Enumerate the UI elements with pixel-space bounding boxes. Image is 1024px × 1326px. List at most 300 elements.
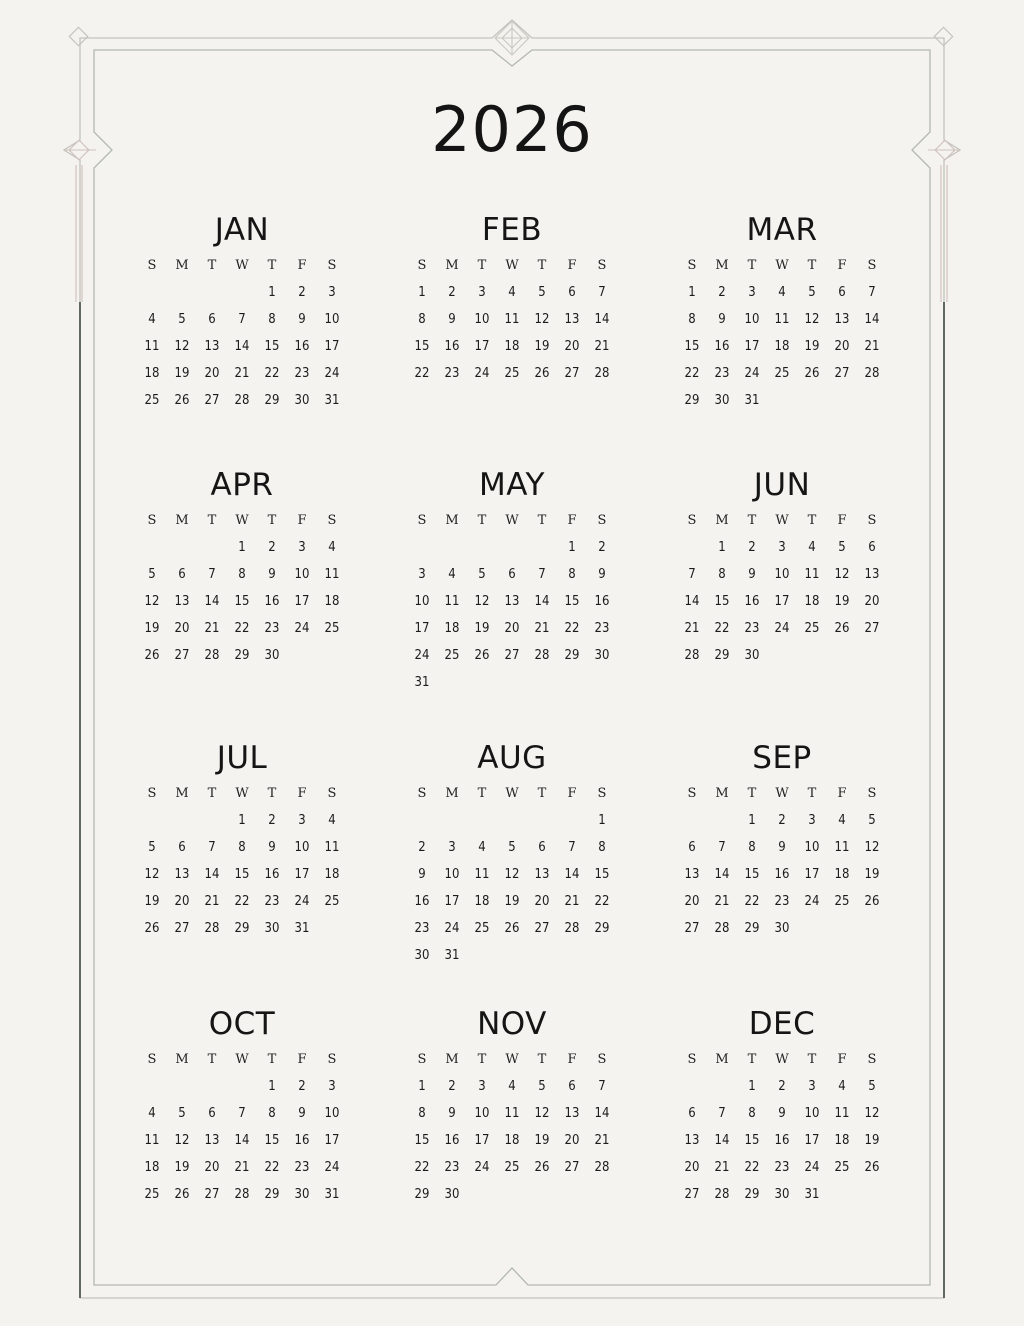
weekday-header <box>407 511 617 531</box>
weekday-label: S <box>147 786 157 801</box>
day-cell: 24 <box>804 1160 820 1175</box>
weekday-label: S <box>597 258 607 273</box>
day-cell: 15 <box>594 867 610 882</box>
day-cell: 23 <box>414 921 430 936</box>
day-cell: 3 <box>748 285 756 300</box>
weekday-label: F <box>837 258 847 273</box>
day-cell: 19 <box>504 894 520 909</box>
weekday-label: S <box>147 513 157 528</box>
day-cell: 31 <box>324 393 340 408</box>
day-cell: 22 <box>414 1160 430 1175</box>
day-cell: 23 <box>264 621 280 636</box>
month-name: NOV <box>477 1006 547 1042</box>
day-cell: 28 <box>684 648 700 663</box>
day-cell: 11 <box>474 867 490 882</box>
day-cell: 23 <box>264 894 280 909</box>
day-cell: 21 <box>204 621 220 636</box>
day-cell: 23 <box>714 366 730 381</box>
day-cell: 15 <box>264 1133 280 1148</box>
day-grid <box>137 811 347 981</box>
day-cell: 15 <box>744 867 760 882</box>
weekday-label: T <box>807 786 817 801</box>
day-cell: 19 <box>804 339 820 354</box>
day-grid <box>677 283 887 453</box>
day-cell: 31 <box>444 948 460 963</box>
day-cell: 28 <box>714 1187 730 1202</box>
weekday-label: T <box>267 786 277 801</box>
day-cell: 27 <box>564 1160 580 1175</box>
weekday-header <box>677 784 887 804</box>
weekday-label: S <box>327 513 337 528</box>
day-cell: 8 <box>238 840 246 855</box>
weekday-label: T <box>477 513 487 528</box>
day-cell: 23 <box>444 366 460 381</box>
day-cell: 22 <box>264 1160 280 1175</box>
weekday-label: T <box>477 258 487 273</box>
day-cell: 12 <box>474 594 490 609</box>
day-cell: 16 <box>264 867 280 882</box>
day-cell: 19 <box>864 867 880 882</box>
weekday-label: M <box>715 1052 729 1067</box>
day-cell: 23 <box>744 621 760 636</box>
weekday-label: T <box>537 258 547 273</box>
day-cell: 9 <box>718 312 726 327</box>
weekday-label: S <box>327 786 337 801</box>
day-grid <box>407 283 617 453</box>
day-cell: 28 <box>594 366 610 381</box>
day-cell: 5 <box>538 1079 546 1094</box>
day-cell: 20 <box>534 894 550 909</box>
weekday-label: T <box>477 786 487 801</box>
day-cell: 31 <box>804 1187 820 1202</box>
weekday-label: F <box>567 513 577 528</box>
weekday-header <box>407 784 617 804</box>
day-cell: 12 <box>144 867 160 882</box>
day-cell: 30 <box>444 1187 460 1202</box>
day-cell: 13 <box>204 1133 220 1148</box>
day-cell: 6 <box>568 1079 576 1094</box>
day-cell: 22 <box>234 621 250 636</box>
day-cell: 25 <box>804 621 820 636</box>
day-cell: 5 <box>178 312 186 327</box>
day-cell: 18 <box>144 1160 160 1175</box>
day-cell: 1 <box>268 285 276 300</box>
day-cell: 23 <box>774 894 790 909</box>
day-cell: 22 <box>564 621 580 636</box>
day-cell: 3 <box>328 1079 336 1094</box>
day-cell: 7 <box>238 1106 246 1121</box>
day-cell: 8 <box>748 1106 756 1121</box>
weekday-label: W <box>775 513 789 528</box>
day-cell: 9 <box>598 567 606 582</box>
day-cell: 2 <box>778 813 786 828</box>
day-cell: 3 <box>808 1079 816 1094</box>
day-cell: 27 <box>174 648 190 663</box>
day-cell: 19 <box>534 339 550 354</box>
weekday-label: M <box>175 786 189 801</box>
weekday-label: M <box>445 786 459 801</box>
day-cell: 14 <box>714 867 730 882</box>
day-cell: 30 <box>744 648 760 663</box>
day-cell: 14 <box>594 1106 610 1121</box>
day-cell: 3 <box>778 540 786 555</box>
day-cell: 19 <box>144 894 160 909</box>
day-cell: 25 <box>144 1187 160 1202</box>
weekday-header <box>677 511 887 531</box>
weekday-label: W <box>235 1052 249 1067</box>
weekday-header <box>137 1050 347 1070</box>
day-cell: 17 <box>414 621 430 636</box>
calendar-year-title: 2026 <box>431 93 593 166</box>
day-cell: 21 <box>714 1160 730 1175</box>
weekday-label: S <box>417 786 427 801</box>
month-name: MAR <box>746 212 818 248</box>
day-cell: 16 <box>774 1133 790 1148</box>
day-cell: 20 <box>834 339 850 354</box>
day-cell: 22 <box>744 894 760 909</box>
day-cell: 26 <box>804 366 820 381</box>
day-cell: 9 <box>448 1106 456 1121</box>
day-cell: 29 <box>744 921 760 936</box>
day-cell: 10 <box>414 594 430 609</box>
day-cell: 21 <box>234 1160 250 1175</box>
day-cell: 29 <box>264 1187 280 1202</box>
day-cell: 18 <box>774 339 790 354</box>
weekday-label: W <box>775 1052 789 1067</box>
day-cell: 25 <box>834 1160 850 1175</box>
day-cell: 30 <box>264 648 280 663</box>
day-cell: 18 <box>444 621 460 636</box>
day-cell: 19 <box>174 366 190 381</box>
day-cell: 4 <box>148 312 156 327</box>
day-cell: 3 <box>478 1079 486 1094</box>
day-cell: 15 <box>684 339 700 354</box>
day-cell: 7 <box>568 840 576 855</box>
day-cell: 9 <box>418 867 426 882</box>
day-cell: 15 <box>234 594 250 609</box>
day-cell: 24 <box>294 621 310 636</box>
day-cell: 20 <box>864 594 880 609</box>
day-cell: 26 <box>144 648 160 663</box>
day-cell: 21 <box>564 894 580 909</box>
weekday-label: S <box>417 1052 427 1067</box>
day-cell: 18 <box>474 894 490 909</box>
day-grid <box>677 538 887 708</box>
weekday-label: F <box>837 513 847 528</box>
day-cell: 27 <box>684 921 700 936</box>
day-cell: 11 <box>834 840 850 855</box>
day-cell: 25 <box>504 366 520 381</box>
day-cell: 29 <box>744 1187 760 1202</box>
weekday-label: S <box>687 786 697 801</box>
month-name: SEP <box>752 740 812 776</box>
day-cell: 19 <box>174 1160 190 1175</box>
day-cell: 13 <box>504 594 520 609</box>
month-name: AUG <box>477 740 547 776</box>
weekday-label: W <box>775 258 789 273</box>
day-cell: 12 <box>864 840 880 855</box>
month-name: FEB <box>481 212 543 248</box>
weekday-label: T <box>807 513 817 528</box>
day-cell: 13 <box>174 594 190 609</box>
day-cell: 21 <box>714 894 730 909</box>
day-cell: 24 <box>294 894 310 909</box>
day-cell: 8 <box>268 312 276 327</box>
day-cell: 8 <box>718 567 726 582</box>
day-cell: 26 <box>864 894 880 909</box>
day-cell: 20 <box>684 1160 700 1175</box>
day-cell: 14 <box>234 1133 250 1148</box>
day-cell: 16 <box>294 339 310 354</box>
weekday-label: S <box>687 1052 697 1067</box>
day-cell: 30 <box>774 1187 790 1202</box>
weekday-label: W <box>505 786 519 801</box>
day-cell: 28 <box>564 921 580 936</box>
day-cell: 5 <box>868 813 876 828</box>
weekday-label: T <box>747 513 757 528</box>
weekday-label: F <box>567 258 577 273</box>
day-cell: 17 <box>804 1133 820 1148</box>
day-cell: 20 <box>504 621 520 636</box>
day-cell: 17 <box>474 339 490 354</box>
weekday-label: S <box>327 258 337 273</box>
day-cell: 29 <box>684 393 700 408</box>
day-cell: 9 <box>448 312 456 327</box>
day-cell: 6 <box>208 312 216 327</box>
weekday-label: M <box>715 258 729 273</box>
day-cell: 29 <box>234 648 250 663</box>
weekday-label: T <box>207 258 217 273</box>
day-cell: 26 <box>144 921 160 936</box>
day-cell: 6 <box>568 285 576 300</box>
day-cell: 11 <box>774 312 790 327</box>
day-cell: 25 <box>144 393 160 408</box>
day-cell: 2 <box>268 813 276 828</box>
day-cell: 13 <box>174 867 190 882</box>
day-cell: 30 <box>294 393 310 408</box>
weekday-label: F <box>297 513 307 528</box>
day-cell: 18 <box>324 867 340 882</box>
month-name: JUN <box>753 467 811 503</box>
weekday-label: T <box>537 786 547 801</box>
day-cell: 22 <box>684 366 700 381</box>
weekday-label: F <box>297 786 307 801</box>
day-cell: 3 <box>298 540 306 555</box>
day-cell: 16 <box>444 1133 460 1148</box>
weekday-label: F <box>567 786 577 801</box>
day-cell: 3 <box>298 813 306 828</box>
day-cell: 11 <box>444 594 460 609</box>
day-cell: 19 <box>144 621 160 636</box>
day-cell: 5 <box>808 285 816 300</box>
top-knot-ornament <box>495 21 529 55</box>
weekday-label: M <box>715 786 729 801</box>
weekday-label: F <box>297 258 307 273</box>
day-cell: 12 <box>174 1133 190 1148</box>
day-cell: 22 <box>714 621 730 636</box>
day-cell: 20 <box>204 366 220 381</box>
day-cell: 8 <box>418 312 426 327</box>
weekday-label: S <box>597 513 607 528</box>
weekday-label: T <box>537 1052 547 1067</box>
day-cell: 4 <box>508 1079 516 1094</box>
day-cell: 18 <box>324 594 340 609</box>
day-cell: 7 <box>538 567 546 582</box>
day-cell: 22 <box>414 366 430 381</box>
day-cell: 6 <box>208 1106 216 1121</box>
day-cell: 12 <box>864 1106 880 1121</box>
weekday-label: M <box>445 1052 459 1067</box>
day-cell: 17 <box>744 339 760 354</box>
day-cell: 13 <box>534 867 550 882</box>
day-cell: 6 <box>538 840 546 855</box>
weekday-label: T <box>207 786 217 801</box>
month-name: OCT <box>208 1006 276 1042</box>
day-cell: 14 <box>204 594 220 609</box>
weekday-label: T <box>747 258 757 273</box>
day-cell: 6 <box>868 540 876 555</box>
day-cell: 15 <box>714 594 730 609</box>
day-cell: 7 <box>238 312 246 327</box>
day-cell: 2 <box>748 540 756 555</box>
weekday-label: S <box>867 1052 877 1067</box>
day-grid <box>137 283 347 453</box>
day-cell: 29 <box>714 648 730 663</box>
day-cell: 12 <box>144 594 160 609</box>
day-cell: 9 <box>298 1106 306 1121</box>
day-cell: 4 <box>838 1079 846 1094</box>
day-grid <box>677 1077 887 1247</box>
day-cell: 20 <box>564 339 580 354</box>
weekday-label: F <box>297 1052 307 1067</box>
day-cell: 7 <box>598 1079 606 1094</box>
day-cell: 12 <box>804 312 820 327</box>
weekday-label: S <box>867 513 877 528</box>
day-cell: 8 <box>688 312 696 327</box>
weekday-header <box>677 1050 887 1070</box>
day-cell: 17 <box>804 867 820 882</box>
day-cell: 16 <box>444 339 460 354</box>
day-cell: 3 <box>448 840 456 855</box>
day-cell: 27 <box>834 366 850 381</box>
day-cell: 6 <box>178 567 186 582</box>
day-cell: 18 <box>834 867 850 882</box>
weekday-label: F <box>837 1052 847 1067</box>
day-cell: 10 <box>744 312 760 327</box>
day-cell: 30 <box>594 648 610 663</box>
day-cell: 29 <box>594 921 610 936</box>
weekday-label: W <box>235 513 249 528</box>
day-grid <box>137 538 347 708</box>
day-cell: 6 <box>508 567 516 582</box>
day-cell: 14 <box>204 867 220 882</box>
day-cell: 24 <box>444 921 460 936</box>
day-cell: 14 <box>714 1133 730 1148</box>
day-cell: 1 <box>748 813 756 828</box>
day-cell: 26 <box>504 921 520 936</box>
day-cell: 3 <box>328 285 336 300</box>
day-cell: 16 <box>294 1133 310 1148</box>
day-cell: 17 <box>294 867 310 882</box>
day-cell: 28 <box>234 1187 250 1202</box>
day-cell: 21 <box>204 894 220 909</box>
day-cell: 1 <box>418 285 426 300</box>
day-cell: 14 <box>534 594 550 609</box>
day-cell: 24 <box>474 366 490 381</box>
weekday-label: F <box>837 786 847 801</box>
day-cell: 17 <box>324 339 340 354</box>
day-cell: 2 <box>418 840 426 855</box>
day-cell: 10 <box>804 840 820 855</box>
day-cell: 15 <box>414 1133 430 1148</box>
day-cell: 12 <box>534 312 550 327</box>
day-cell: 15 <box>234 867 250 882</box>
day-cell: 2 <box>448 1079 456 1094</box>
day-cell: 22 <box>594 894 610 909</box>
day-cell: 13 <box>204 339 220 354</box>
day-cell: 26 <box>834 621 850 636</box>
day-cell: 5 <box>868 1079 876 1094</box>
day-cell: 24 <box>324 366 340 381</box>
day-cell: 20 <box>174 621 190 636</box>
day-cell: 29 <box>414 1187 430 1202</box>
day-cell: 22 <box>744 1160 760 1175</box>
day-cell: 26 <box>534 1160 550 1175</box>
weekday-label: T <box>267 513 277 528</box>
weekday-header <box>137 256 347 276</box>
day-cell: 30 <box>714 393 730 408</box>
day-cell: 19 <box>834 594 850 609</box>
day-cell: 28 <box>534 648 550 663</box>
day-cell: 11 <box>504 1106 520 1121</box>
day-cell: 18 <box>504 339 520 354</box>
day-cell: 10 <box>804 1106 820 1121</box>
day-cell: 8 <box>268 1106 276 1121</box>
day-cell: 2 <box>298 1079 306 1094</box>
day-cell: 8 <box>748 840 756 855</box>
day-cell: 5 <box>178 1106 186 1121</box>
weekday-label: T <box>807 1052 817 1067</box>
day-cell: 24 <box>774 621 790 636</box>
day-cell: 7 <box>718 840 726 855</box>
weekday-label: S <box>687 513 697 528</box>
weekday-label: S <box>417 258 427 273</box>
day-cell: 9 <box>748 567 756 582</box>
weekday-label: W <box>505 1052 519 1067</box>
day-cell: 12 <box>174 339 190 354</box>
day-cell: 5 <box>838 540 846 555</box>
day-cell: 24 <box>414 648 430 663</box>
weekday-header <box>407 1050 617 1070</box>
weekday-label: T <box>747 1052 757 1067</box>
day-cell: 13 <box>684 867 700 882</box>
day-cell: 11 <box>804 567 820 582</box>
day-cell: 1 <box>268 1079 276 1094</box>
weekday-label: S <box>597 1052 607 1067</box>
day-cell: 25 <box>444 648 460 663</box>
weekday-label: S <box>867 258 877 273</box>
day-cell: 20 <box>174 894 190 909</box>
day-cell: 25 <box>474 921 490 936</box>
weekday-label: M <box>715 513 729 528</box>
day-cell: 3 <box>418 567 426 582</box>
weekday-header <box>137 784 347 804</box>
day-cell: 15 <box>564 594 580 609</box>
day-cell: 11 <box>324 567 340 582</box>
day-cell: 19 <box>534 1133 550 1148</box>
day-cell: 24 <box>474 1160 490 1175</box>
day-cell: 4 <box>328 813 336 828</box>
